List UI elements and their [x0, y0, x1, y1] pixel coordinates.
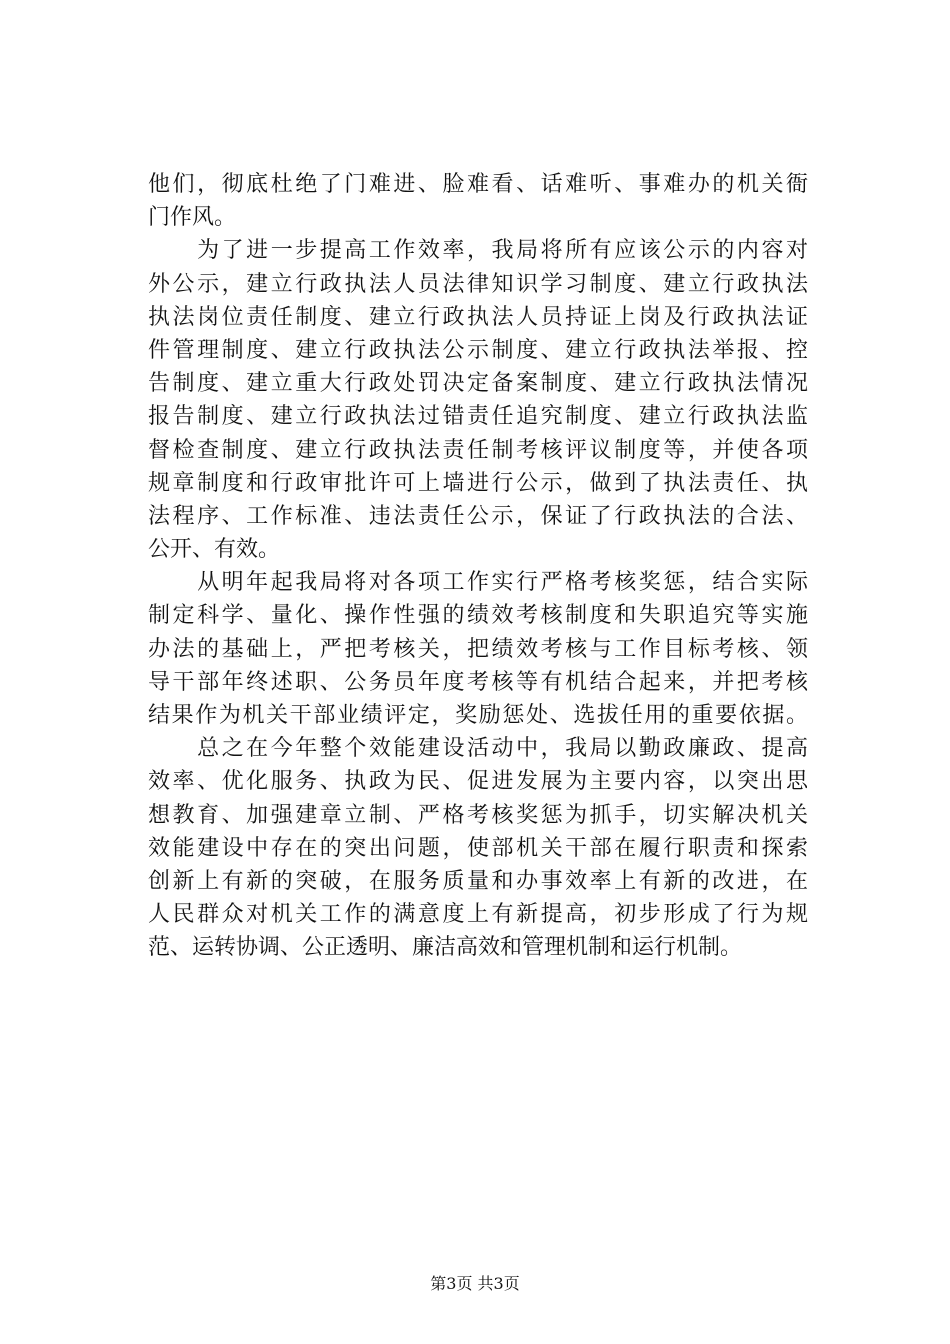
text-line: 件管理制度、建立行政执法公示制度、建立行政执法举报、控: [148, 337, 808, 363]
text-line: 范、运转协调、公正透明、廉洁高效和管理机制和运行机制。: [148, 935, 743, 961]
text-line: 督检查制度、建立行政执法责任制考核评议制度等，并使各项: [148, 437, 808, 463]
text-line: 告制度、建立重大行政处罚决定备案制度、建立行政执法情况: [148, 371, 808, 397]
text-line: 导干部年终述职、公务员年度考核等有机结合起来，并把考核: [148, 669, 808, 695]
text-line: 为了进一步提高工作效率，我局将所有应该公示的内容对: [148, 238, 808, 264]
text-line: 法程序、工作标准、违法责任公示，保证了行政执法的合法、: [148, 503, 808, 529]
text-line: 他们，彻底杜绝了门难进、脸难看、话难听、事难办的机关衙: [148, 172, 808, 197]
text-line: 想教育、加强建章立制、严格考核奖惩为抓手，切实解决机关: [148, 802, 808, 828]
text-line: 总之在今年整个效能建设活动中，我局以勤政廉政、提高: [148, 736, 808, 762]
document-body: [148, 168, 808, 965]
text-line: 办法的基础上，严把考核关，把绩效考核与工作目标考核、领: [148, 636, 808, 662]
page-number-label: 第3页 共3页: [430, 1274, 520, 1293]
page-footer: [0, 1274, 950, 1294]
text-line: 执法岗位责任制度、建立行政执法人员持证上岗及行政执法证: [148, 304, 808, 330]
text-line: 规章制度和行政审批许可上墙进行公示，做到了执法责任、执: [148, 470, 808, 496]
text-line: 人民群众对机关工作的满意度上有新提高，初步形成了行为规: [148, 902, 808, 928]
text-line: 制定科学、量化、操作性强的绩效考核制度和失职追究等实施: [148, 603, 808, 629]
text-line: 外公示，建立行政执法人员法律知识学习制度、建立行政执法: [148, 271, 808, 297]
text-line: 效能建设中存在的突出问题，使部机关干部在履行职责和探索: [148, 835, 808, 861]
text-line: 报告制度、建立行政执法过错责任追究制度、建立行政执法监: [148, 404, 808, 430]
text-line: 门作风。: [148, 205, 237, 231]
text-line: 结果作为机关干部业绩评定，奖励惩处、选拔任用的重要依据。: [148, 703, 808, 728]
text-line: 从明年起我局将对各项工作实行严格考核奖惩，结合实际: [148, 570, 808, 596]
text-line: 公开、有效。: [148, 537, 281, 563]
text-line: 效率、优化服务、执政为民、促进发展为主要内容，以突出思: [148, 769, 808, 795]
text-line: 创新上有新的突破，在服务质量和办事效率上有新的改进，在: [148, 868, 808, 894]
